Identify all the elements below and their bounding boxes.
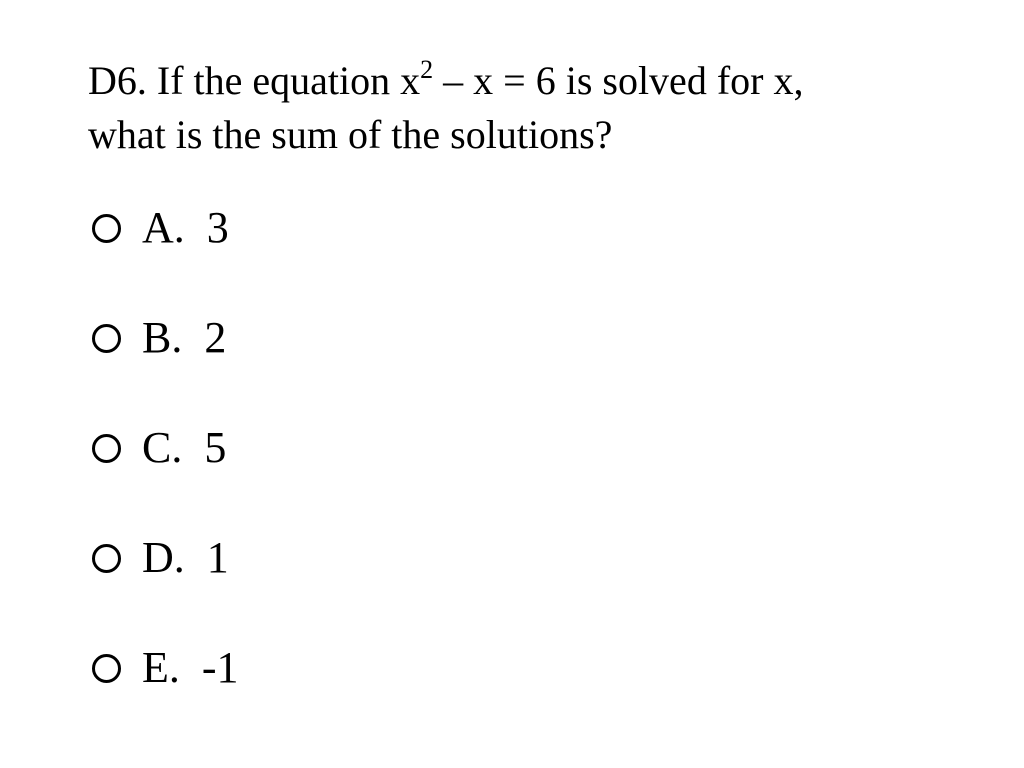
- option-letter: A.: [142, 203, 185, 252]
- answer-options: [92, 200, 239, 750]
- option-value: -1: [201, 643, 239, 692]
- option-d[interactable]: [92, 530, 239, 585]
- question-line-2: what is the sum of the solutions?: [88, 112, 613, 157]
- option-c[interactable]: [92, 420, 239, 475]
- option-b[interactable]: [92, 310, 239, 365]
- option-value: 1: [206, 533, 229, 582]
- radio-button-icon[interactable]: [92, 214, 121, 243]
- option-e[interactable]: [92, 640, 239, 695]
- option-letter: C.: [142, 423, 183, 472]
- radio-button-icon[interactable]: [92, 654, 121, 683]
- question-text-start: D6. If the equation x: [88, 58, 421, 103]
- radio-button-icon[interactable]: [92, 544, 121, 573]
- question-text: [88, 54, 968, 162]
- option-value: 2: [204, 313, 227, 362]
- option-letter: D.: [142, 533, 185, 582]
- question-text-end: – x = 6 is solved for x,: [433, 58, 804, 103]
- option-value: 3: [206, 203, 229, 252]
- exponent: 2: [420, 54, 434, 84]
- option-letter: E.: [142, 643, 180, 692]
- question-line-1: [88, 54, 968, 108]
- radio-button-icon[interactable]: [92, 434, 121, 463]
- radio-button-icon[interactable]: [92, 324, 121, 353]
- option-a[interactable]: [92, 200, 239, 255]
- option-letter: B.: [142, 313, 183, 362]
- option-value: 5: [204, 423, 227, 472]
